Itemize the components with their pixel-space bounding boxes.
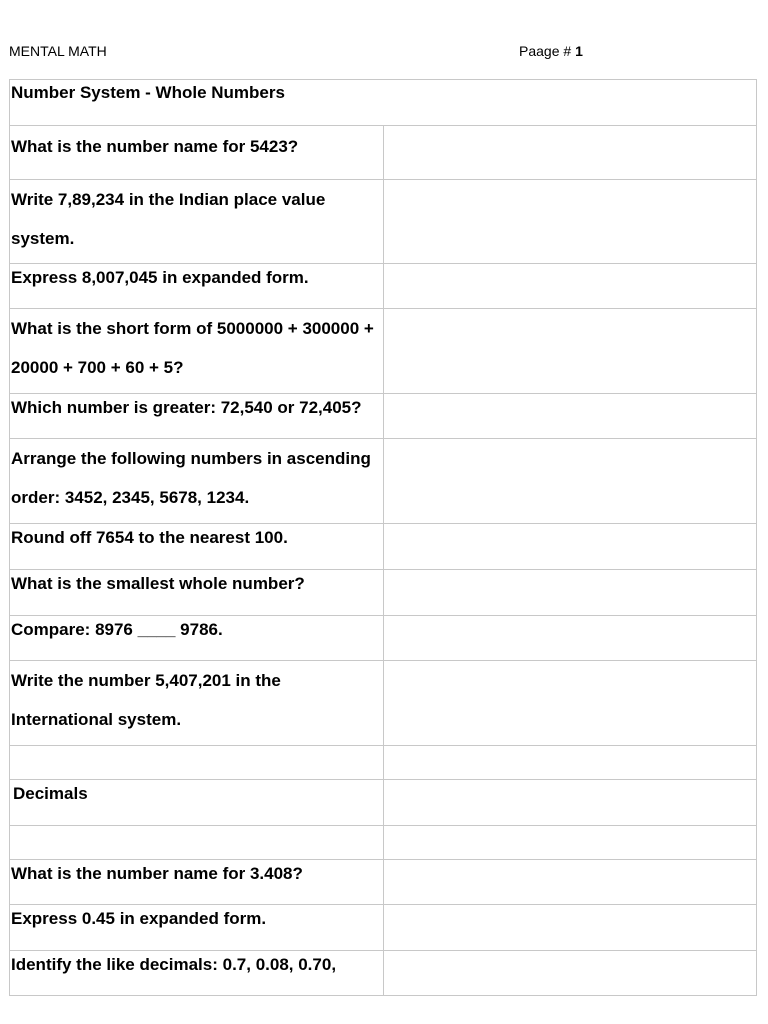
question-row (10, 905, 757, 951)
empty-cell (383, 746, 757, 780)
answer-cell[interactable] (383, 951, 757, 996)
question-cell: Write 7,89,234 in the Indian place value system. (10, 180, 384, 264)
page-number: 1 (575, 43, 583, 59)
question-cell: What is the short form of 5000000 + 300000 + 20000 + 700 + 60 + 5? (10, 309, 384, 394)
section-title-whole-numbers: Number System - Whole Numbers (10, 80, 757, 126)
question-row (10, 616, 757, 661)
answer-cell[interactable] (383, 860, 757, 905)
question-cell: Write the number 5,407,201 in the International system. (10, 661, 384, 746)
answer-cell[interactable] (383, 905, 757, 951)
question-cell: Compare: 8976 ____ 9786. (10, 616, 384, 661)
question-row (10, 394, 757, 439)
question-cell: Express 8,007,045 in expanded form. (10, 264, 384, 309)
section-title-row (10, 780, 757, 826)
answer-cell[interactable] (383, 439, 757, 524)
question-row (10, 951, 757, 996)
section-title-decimals: Decimals (10, 780, 384, 826)
empty-cell (383, 826, 757, 860)
question-row (10, 309, 757, 394)
answer-cell[interactable] (383, 394, 757, 439)
question-cell: What is the number name for 3.408? (10, 860, 384, 905)
section-title-row (10, 80, 757, 126)
empty-row (10, 826, 757, 860)
empty-cell (10, 826, 384, 860)
question-cell: What is the smallest whole number? (10, 570, 384, 616)
question-row (10, 126, 757, 180)
document-title: MENTAL MATH (9, 43, 107, 59)
question-row (10, 524, 757, 570)
answer-cell[interactable] (383, 616, 757, 661)
answer-cell[interactable] (383, 264, 757, 309)
page-number-label (519, 43, 583, 59)
question-row (10, 180, 757, 264)
question-cell: Round off 7654 to the nearest 100. (10, 524, 384, 570)
answer-cell[interactable] (383, 661, 757, 746)
question-row (10, 264, 757, 309)
answer-cell[interactable] (383, 126, 757, 180)
answer-cell[interactable] (383, 570, 757, 616)
question-cell: Arrange the following numbers in ascending order: 3452, 2345, 5678, 1234. (10, 439, 384, 524)
answer-cell[interactable] (383, 524, 757, 570)
question-row (10, 570, 757, 616)
question-row (10, 439, 757, 524)
empty-cell (383, 780, 757, 826)
answer-cell[interactable] (383, 180, 757, 264)
question-row (10, 661, 757, 746)
worksheet-table (9, 79, 757, 996)
empty-row (10, 746, 757, 780)
question-cell: What is the number name for 5423? (10, 126, 384, 180)
answer-cell[interactable] (383, 309, 757, 394)
question-cell: Express 0.45 in expanded form. (10, 905, 384, 951)
page-label: Paage # (519, 43, 572, 59)
empty-cell (10, 746, 384, 780)
question-row (10, 860, 757, 905)
question-cell: Which number is greater: 72,540 or 72,405? (10, 394, 384, 439)
question-cell: Identify the like decimals: 0.7, 0.08, 0.70, (10, 951, 384, 996)
